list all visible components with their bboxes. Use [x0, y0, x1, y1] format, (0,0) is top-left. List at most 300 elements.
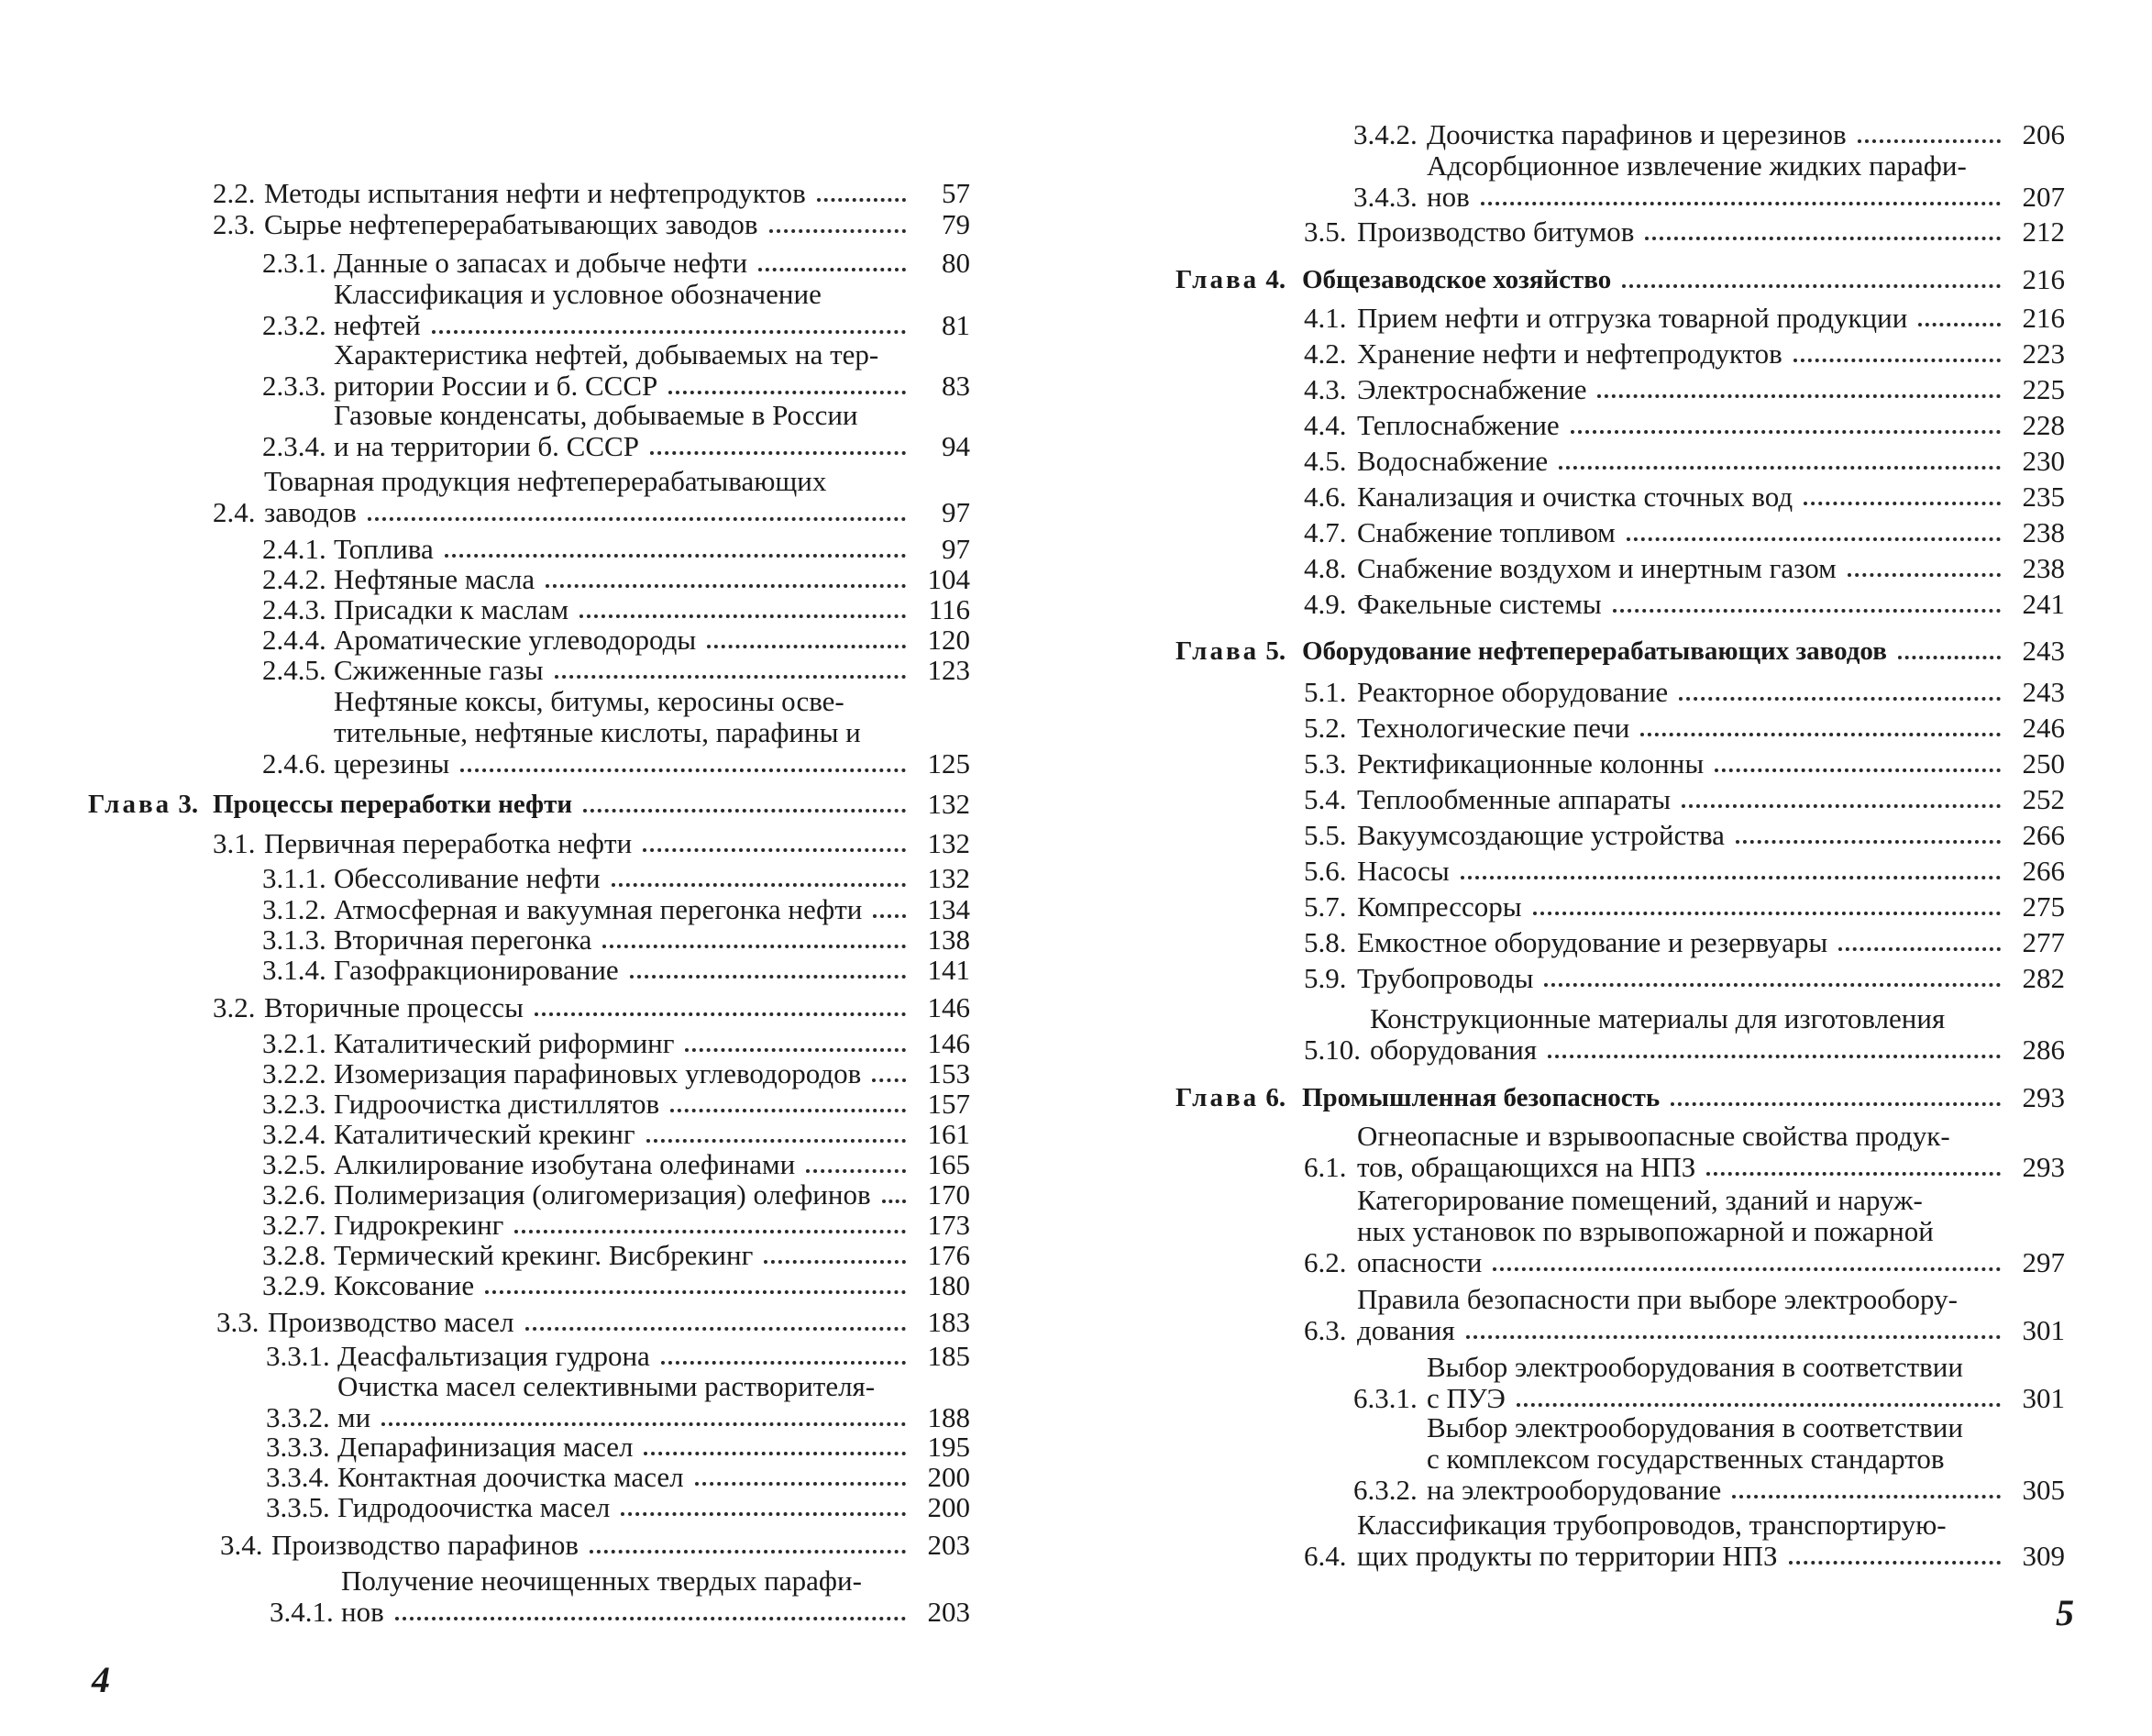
toc-entry	[262, 686, 970, 780]
entry-page: 132	[927, 862, 970, 894]
entry-page: 275	[2022, 890, 2065, 923]
dot-leader	[1645, 236, 2001, 240]
entry-title: Коксование	[334, 1269, 475, 1301]
dot-leader	[1571, 429, 2001, 434]
entry-number: 5.10.	[1304, 1034, 1361, 1066]
entry-title: Вторичная перегонка	[334, 923, 592, 956]
toc-entry	[262, 400, 970, 462]
entry-page: 282	[2022, 962, 2065, 994]
entry-page: 146	[927, 991, 970, 1023]
entry-title: Газовые конденсаты, добываемые в России	[334, 399, 858, 431]
dot-leader	[368, 516, 906, 521]
entry-title: дования	[1357, 1314, 1455, 1346]
entry-title: Категорирование помещений, зданий и наруж-	[1357, 1184, 1923, 1216]
entry-number: 6.1.	[1304, 1151, 1347, 1183]
entry-page: 97	[942, 496, 970, 528]
entry-page: 180	[927, 1269, 970, 1301]
entry-title: Выбор электрооборудования в соответствии	[1427, 1351, 1963, 1383]
entry-number: 3.1.3.	[262, 923, 326, 956]
entry-page: 266	[2022, 819, 2065, 851]
entry-page: 79	[942, 208, 970, 240]
entry-page: 301	[2022, 1314, 2065, 1346]
entry-number: 5.7.	[1304, 890, 1347, 923]
toc-entry	[266, 1462, 970, 1493]
dot-leader	[650, 450, 906, 455]
toc-entry	[1304, 891, 2065, 923]
entry-page: 203	[927, 1596, 970, 1628]
entry-page: 80	[942, 247, 970, 279]
entry-title: Хранение нефти и нефтепродуктов	[1357, 337, 1782, 370]
entry-title: Производство масел	[268, 1306, 514, 1338]
toc-entry	[262, 594, 970, 625]
entry-number: 5.8.	[1304, 926, 1347, 958]
entry-title: на электрооборудование	[1427, 1474, 1722, 1506]
entry-page: 293	[2022, 1151, 2065, 1183]
entry-number: 4.5.	[1304, 445, 1347, 477]
entry-number: Глава 6.	[1175, 1083, 1286, 1112]
dot-leader	[535, 1012, 906, 1016]
toc-entry	[262, 534, 970, 565]
entry-title: Электроснабжение	[1357, 373, 1587, 405]
entry-page: 200	[927, 1461, 970, 1493]
entry-number: 3.3.1.	[266, 1340, 330, 1372]
entry-number: 3.2.3.	[262, 1088, 326, 1120]
entry-page: 146	[927, 1027, 970, 1059]
entry-title: Ароматические углеводороды	[334, 624, 697, 656]
entry-page: 235	[2022, 481, 2065, 513]
dot-leader	[1736, 839, 2001, 844]
toc-entry	[262, 1270, 970, 1301]
entry-title: Теплоснабжение	[1357, 409, 1560, 441]
entry-title: Деасфальтизация гудрона	[337, 1340, 650, 1372]
toc-entry	[266, 1432, 970, 1463]
entry-title: нов	[1427, 181, 1470, 213]
dot-leader	[1789, 1560, 2001, 1565]
dot-leader	[1838, 946, 2001, 951]
entry-title: Полимеризация (олигомеризация) олефинов	[334, 1178, 871, 1211]
entry-page: 243	[2022, 676, 2065, 708]
entry-title: Атмосферная и вакуумная перегонка нефти	[334, 893, 863, 925]
toc-entry	[220, 1530, 970, 1561]
entry-page: 81	[942, 309, 970, 341]
entry-title: щих продукты по территории НПЗ	[1357, 1540, 1778, 1572]
dot-leader	[395, 1616, 906, 1620]
toc-entry	[266, 1371, 970, 1433]
dot-leader	[661, 1360, 906, 1365]
dot-leader	[668, 390, 906, 394]
entry-title: заводов	[264, 496, 357, 528]
dot-leader	[1804, 501, 2001, 505]
dot-leader	[460, 768, 906, 772]
entry-title: Процессы переработки нефти	[213, 790, 573, 819]
entry-page: 120	[927, 624, 970, 656]
entry-number: Глава 5.	[1175, 636, 1286, 666]
entry-number: 5.4.	[1304, 783, 1347, 815]
toc-entry	[1304, 963, 2065, 994]
toc-entry	[262, 1089, 970, 1120]
entry-title: Депарафинизация масел	[337, 1431, 634, 1463]
entry-title: Изомеризация парафиновых углеводородов	[334, 1057, 862, 1089]
entry-number: 5.3.	[1304, 747, 1347, 780]
dot-leader	[685, 1047, 906, 1052]
chapter-entry	[1175, 264, 2065, 295]
toc-entry	[262, 1210, 970, 1241]
entry-page: 216	[2022, 302, 2065, 334]
dot-leader	[590, 1549, 906, 1554]
entry-title: Классификация трубопроводов, транспортирую-	[1357, 1509, 1947, 1541]
toc-entry	[1304, 713, 2065, 744]
toc-entry	[262, 894, 970, 925]
toc-entry	[1304, 1509, 2065, 1572]
toc-entry	[1304, 216, 2065, 248]
entry-title: Сырье нефтеперерабатывающих заводов	[264, 208, 758, 240]
dot-leader	[670, 1108, 906, 1112]
toc-entry	[1353, 150, 2065, 213]
entry-number: 3.3.5.	[266, 1491, 330, 1523]
right-page	[1064, 0, 2152, 1736]
entry-title: Канализация и очистка сточных вод	[1357, 481, 1793, 513]
toc-entry	[1304, 446, 2065, 477]
dot-leader	[1848, 572, 2001, 577]
dot-leader	[1622, 283, 2001, 288]
toc-entry	[262, 1179, 970, 1211]
toc-entry	[1304, 1185, 2065, 1278]
dot-leader	[769, 228, 906, 233]
entry-page: 206	[2022, 118, 2065, 150]
entry-number: 3.4.	[220, 1529, 263, 1561]
dot-leader	[1613, 608, 2001, 613]
dot-leader	[817, 197, 906, 202]
entry-page: 185	[927, 1340, 970, 1372]
dot-leader	[525, 1326, 906, 1331]
entry-title: Теплообменные аппараты	[1357, 783, 1672, 815]
toc-entry	[262, 955, 970, 986]
toc-entry	[213, 209, 970, 240]
entry-page: 132	[927, 788, 970, 820]
entry-title: Технологические печи	[1357, 712, 1630, 744]
toc-entry	[262, 1119, 970, 1150]
entry-page: 165	[927, 1148, 970, 1180]
entry-title: и на территории б. СССР	[334, 430, 639, 462]
entry-title: с ПУЭ	[1427, 1382, 1506, 1414]
entry-title: Реакторное оборудование	[1357, 676, 1669, 708]
dot-leader	[612, 882, 906, 887]
toc-entry	[1304, 374, 2065, 405]
toc-entry	[262, 1240, 970, 1271]
toc-entry	[213, 992, 970, 1023]
entry-number: 2.4.	[213, 496, 256, 528]
dot-leader	[1898, 655, 2001, 659]
entry-number: 3.1.2.	[262, 893, 326, 925]
entry-number: 3.2.1.	[262, 1027, 326, 1059]
entry-title: Производство битумов	[1357, 216, 1635, 248]
entry-number: 3.2.2.	[262, 1057, 326, 1089]
entry-number: 3.3.4.	[266, 1461, 330, 1493]
entry-page: 97	[942, 533, 970, 565]
entry-title: Емкостное оборудование и резервуары	[1357, 926, 1828, 958]
page-number-left: 4	[92, 1659, 110, 1700]
toc-entry	[1304, 820, 2065, 851]
entry-number: 5.2.	[1304, 712, 1347, 744]
entry-number: 3.1.4.	[262, 954, 326, 986]
toc-entry	[262, 564, 970, 595]
entry-title: Снабжение воздухом и инертным газом	[1357, 552, 1837, 584]
entry-title: Промышленная безопасность	[1302, 1083, 1661, 1112]
entry-page: 238	[2022, 516, 2065, 548]
dot-leader	[630, 974, 906, 979]
toc-entry	[1304, 1284, 2065, 1346]
entry-number: 2.3.2.	[262, 309, 326, 341]
entry-page: 293	[2022, 1081, 2065, 1113]
entry-number: 4.9.	[1304, 588, 1347, 620]
entry-page: 161	[927, 1118, 970, 1150]
entry-title: тительные, нефтяные кислоты, парафины и	[334, 716, 861, 748]
dot-leader	[485, 1289, 906, 1294]
entry-page: 188	[927, 1401, 970, 1433]
entry-title: Конструкционные материалы для изготовления	[1370, 1002, 1946, 1034]
toc-entry	[262, 924, 970, 956]
entry-title: Методы испытания нефти и нефтепродуктов	[264, 177, 806, 209]
entry-number: Глава 3.	[88, 790, 199, 819]
chapter-entry	[1175, 636, 2065, 667]
toc-entry	[1304, 1121, 2065, 1183]
entry-title: Доочистка парафинов и церезинов	[1427, 118, 1847, 150]
entry-number: 2.4.6.	[262, 747, 326, 780]
toc-entry	[262, 279, 970, 341]
entry-number: 4.8.	[1304, 552, 1347, 584]
entry-number: 6.3.1.	[1353, 1382, 1418, 1414]
page-number-right: 5	[2056, 1592, 2074, 1633]
entry-number: 3.3.	[216, 1306, 259, 1338]
entry-title: с комплексом государственных стандартов	[1427, 1443, 1945, 1475]
entry-title: Вторичные процессы	[264, 991, 524, 1023]
entry-page: 123	[927, 654, 970, 686]
entry-number: 4.2.	[1304, 337, 1347, 370]
entry-number: 5.5.	[1304, 819, 1347, 851]
dot-leader	[1706, 1171, 2001, 1176]
toc-entry	[262, 625, 970, 656]
dot-leader	[432, 329, 906, 334]
toc-entry	[1304, 338, 2065, 370]
toc-entry	[1304, 927, 2065, 958]
entry-page: 305	[2022, 1474, 2065, 1506]
entry-page: 170	[927, 1178, 970, 1211]
entry-title: Факельные системы	[1357, 588, 1602, 620]
entry-title: Снабжение топливом	[1357, 516, 1616, 548]
toc-entry	[1304, 517, 2065, 548]
entry-title: Водоснабжение	[1357, 445, 1549, 477]
toc-entry	[1304, 856, 2065, 887]
dot-leader	[758, 267, 906, 271]
entry-title: Газофракционирование	[334, 954, 619, 986]
entry-page: 223	[2022, 337, 2065, 370]
toc-entry	[1353, 119, 2065, 150]
entry-page: 216	[2022, 263, 2065, 295]
toc-entry	[266, 1492, 970, 1523]
entry-page: 116	[928, 593, 970, 625]
entry-title: ритории России и б. СССР	[334, 370, 658, 402]
entry-page: 238	[2022, 552, 2065, 584]
entry-title: нефтей	[334, 309, 421, 341]
dot-leader	[546, 583, 906, 588]
entry-page: 153	[927, 1057, 970, 1089]
entry-title: Топлива	[334, 533, 434, 565]
entry-page: 241	[2022, 588, 2065, 620]
toc-entry	[262, 248, 970, 279]
entry-title: нов	[341, 1596, 384, 1628]
entry-title: Каталитический риформинг	[334, 1027, 675, 1059]
entry-page: 104	[927, 563, 970, 595]
dot-leader	[707, 644, 906, 648]
entry-number: 2.3.	[213, 208, 256, 240]
toc-entry	[1353, 1352, 2065, 1414]
entry-title: церезины	[334, 747, 450, 780]
entry-page: 132	[927, 827, 970, 859]
entry-number: Глава 4.	[1175, 265, 1286, 294]
entry-page: 246	[2022, 712, 2065, 744]
dot-leader	[1461, 875, 2001, 879]
entry-title: Очистка масел селективными растворителя-	[337, 1370, 876, 1402]
dot-leader	[1918, 322, 2001, 326]
toc-entry	[262, 339, 970, 402]
entry-number: 4.3.	[1304, 373, 1347, 405]
entry-title: Нефтяные коксы, битумы, керосины осве-	[334, 685, 844, 717]
dot-leader	[882, 1199, 906, 1203]
entry-page: 277	[2022, 926, 2065, 958]
entry-page: 183	[927, 1306, 970, 1338]
entry-page: 203	[927, 1529, 970, 1561]
entry-page: 212	[2022, 216, 2065, 248]
dot-leader	[1671, 1101, 2001, 1106]
entry-title: Характеристика нефтей, добываемых на тер-	[334, 338, 879, 370]
toc-entry	[262, 1028, 970, 1059]
dot-leader	[381, 1421, 906, 1426]
entry-number: 2.4.1.	[262, 533, 326, 565]
dot-leader	[1627, 536, 2001, 541]
dot-leader	[643, 847, 906, 852]
dot-leader	[1481, 201, 2001, 205]
entry-number: 2.4.3.	[262, 593, 326, 625]
dot-leader	[1682, 803, 2001, 808]
dot-leader	[1640, 732, 2001, 736]
entry-page: 94	[942, 430, 970, 462]
dot-leader	[1533, 911, 2001, 915]
entry-title: Нефтяные масла	[334, 563, 535, 595]
entry-page: 252	[2022, 783, 2065, 815]
entry-number: 3.2.7.	[262, 1209, 326, 1241]
entry-title: Компрессоры	[1357, 890, 1522, 923]
dot-leader	[445, 553, 906, 558]
entry-page: 266	[2022, 855, 2065, 887]
dot-leader	[1466, 1334, 2001, 1339]
toc-entry	[216, 1307, 970, 1338]
entry-page: 200	[927, 1491, 970, 1523]
toc-entry	[262, 1058, 970, 1089]
entry-title: опасности	[1357, 1246, 1483, 1278]
entry-title: Правила безопасности при выборе электрообору-	[1357, 1283, 1958, 1315]
dot-leader	[621, 1511, 906, 1516]
dot-leader	[1715, 768, 2001, 772]
left-page	[0, 0, 1064, 1736]
entry-number: 2.2.	[213, 177, 256, 209]
entry-number: 3.2.6.	[262, 1178, 326, 1211]
dot-leader	[1517, 1402, 2001, 1407]
entry-number: 3.3.3.	[266, 1431, 330, 1463]
entry-page: 83	[942, 370, 970, 402]
toc-entry	[270, 1565, 970, 1628]
entry-title: Выбор электрооборудования в соответствии	[1427, 1411, 1963, 1443]
entry-number: 3.4.3.	[1353, 181, 1418, 213]
toc-entry	[213, 828, 970, 859]
dot-leader	[1679, 696, 2001, 701]
dot-leader	[695, 1481, 906, 1486]
toc-entry	[1304, 589, 2065, 620]
entry-number: 3.3.2.	[266, 1401, 330, 1433]
chapter-entry	[88, 789, 970, 820]
entry-number: 2.4.5.	[262, 654, 326, 686]
entry-number: 6.3.2.	[1353, 1474, 1418, 1506]
toc-entry	[1353, 1412, 2065, 1506]
entry-number: 3.2.	[213, 991, 256, 1023]
entry-page: 207	[2022, 181, 2065, 213]
entry-title: Гидрокрекинг	[334, 1209, 504, 1241]
entry-number: 2.3.3.	[262, 370, 326, 402]
entry-page: 243	[2022, 635, 2065, 667]
entry-page: 141	[927, 954, 970, 986]
toc-entry	[262, 655, 970, 686]
entry-number: 4.4.	[1304, 409, 1347, 441]
entry-number: 3.2.4.	[262, 1118, 326, 1150]
dot-leader	[644, 1451, 906, 1455]
entry-number: 4.7.	[1304, 516, 1347, 548]
toc-entry	[262, 1149, 970, 1180]
entry-title: Каталитический крекинг	[334, 1118, 635, 1150]
dot-leader	[1732, 1494, 2001, 1498]
entry-page: 134	[927, 893, 970, 925]
dot-leader	[1544, 982, 2001, 987]
entry-page: 176	[927, 1239, 970, 1271]
entry-number: 3.2.9.	[262, 1269, 326, 1301]
entry-title: Товарная продукция нефтеперерабатывающих	[264, 465, 827, 497]
entry-title: Первичная переработка нефти	[264, 827, 633, 859]
toc-entry	[262, 863, 970, 894]
entry-number: 3.2.8.	[262, 1239, 326, 1271]
entry-title: Ректификационные колонны	[1357, 747, 1705, 780]
entry-title: Прием нефти и отгрузка товарной продукции	[1357, 302, 1908, 334]
toc-entry	[1304, 1003, 2065, 1066]
toc-entry	[1304, 748, 2065, 780]
entry-page: 250	[2022, 747, 2065, 780]
entry-page: 286	[2022, 1034, 2065, 1066]
dot-leader	[602, 944, 906, 948]
dot-leader	[873, 913, 906, 918]
entry-title: Адсорбционное извлечение жидких парафи-	[1427, 149, 1967, 182]
entry-title: Гидродоочистка масел	[337, 1491, 611, 1523]
entry-title: Трубопроводы	[1357, 962, 1534, 994]
entry-title: Получение неочищенных твердых парафи-	[341, 1565, 862, 1597]
entry-title: Производство парафинов	[271, 1529, 579, 1561]
entry-title: Присадки к маслам	[334, 593, 569, 625]
entry-page: 228	[2022, 409, 2065, 441]
entry-page: 301	[2022, 1382, 2065, 1414]
entry-title: Общезаводское хозяйство	[1302, 265, 1612, 294]
toc-entry	[1304, 784, 2065, 815]
entry-number: 4.6.	[1304, 481, 1347, 513]
entry-title: Оборудование нефтеперерабатывающих заводов	[1302, 636, 1887, 666]
entry-page: 230	[2022, 445, 2065, 477]
chapter-entry	[1175, 1082, 2065, 1113]
dot-leader	[1597, 393, 2001, 398]
